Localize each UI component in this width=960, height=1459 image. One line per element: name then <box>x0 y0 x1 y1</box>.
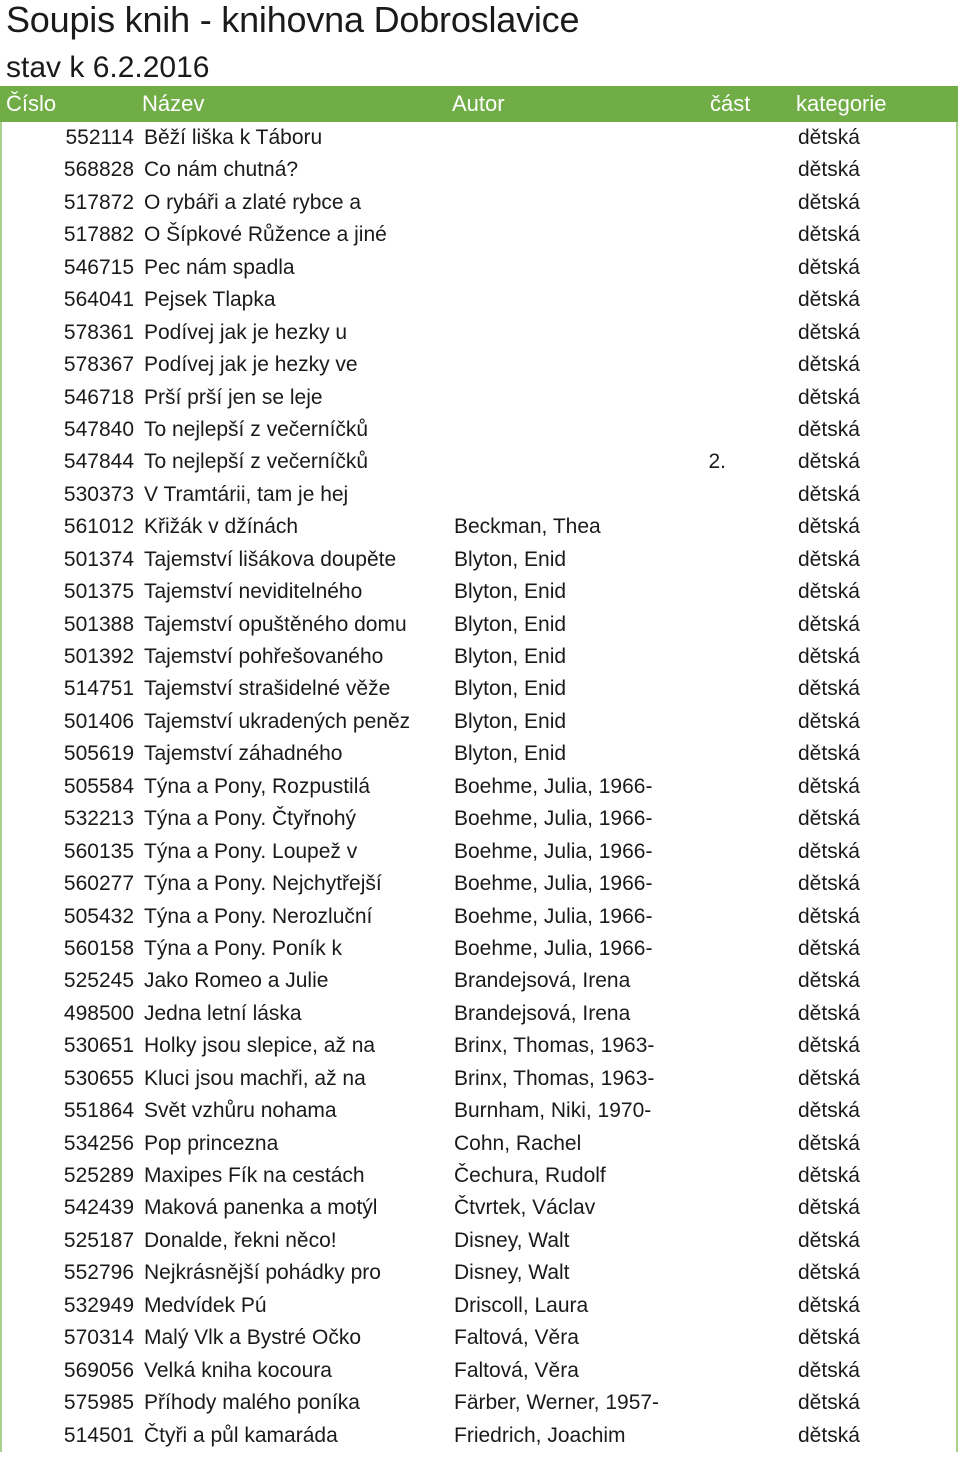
cell-name: Svět vzhůru nohama <box>144 1099 337 1123</box>
cell-id: 552114 <box>65 126 134 149</box>
cell-author: Boehme, Julia, 1966- <box>454 807 653 831</box>
cell-id: 525187 <box>63 1228 134 1252</box>
table-row <box>2 219 956 251</box>
cell-id: 525289 <box>63 1164 134 1187</box>
cell-author: Faltová, Věra <box>454 1326 579 1350</box>
cell-id: 570314 <box>63 1326 134 1350</box>
table-row <box>2 1387 956 1419</box>
table-row <box>2 544 956 576</box>
cell-category: dětská <box>798 320 860 344</box>
cell-author: Blyton, Enid <box>454 547 567 571</box>
cell-name: Malý Vlk a Bystré Očko <box>144 1326 362 1350</box>
cell-name: Tajemství ukradených peněz <box>144 709 411 733</box>
table-row <box>2 673 956 705</box>
cell-category: dětská <box>798 742 860 766</box>
cell-category: dětská <box>798 1261 860 1285</box>
cell-category: dětská <box>798 190 860 214</box>
cell-category: dětská <box>798 158 860 182</box>
table-row <box>2 446 956 478</box>
table-row <box>2 1128 956 1160</box>
cell-id: 564041 <box>63 288 134 312</box>
cell-category: dětská <box>798 450 860 474</box>
cell-id: 530373 <box>63 482 134 506</box>
cell-author: Brinx, Thomas, 1963- <box>454 1066 655 1090</box>
cell-id: 542439 <box>63 1196 134 1220</box>
cell-author: Driscoll, Laura <box>454 1293 589 1317</box>
cell-name: Týna a Pony. Nerozluční <box>144 904 373 928</box>
cell-category: dětská <box>798 1099 860 1123</box>
table-row <box>2 965 956 997</box>
cell-category: dětská <box>798 1423 860 1447</box>
cell-name: Běží liška k Táboru <box>144 126 323 149</box>
cell-name: Jako Romeo a Julie <box>144 969 329 993</box>
table-row <box>2 609 956 641</box>
book-table <box>0 86 958 1452</box>
table-row <box>2 901 956 933</box>
table-row <box>2 122 956 154</box>
cell-category: dětská <box>798 353 860 377</box>
cell-id: 561012 <box>63 515 134 539</box>
cell-author: Brandejsová, Irena <box>454 1001 631 1025</box>
cell-id: 530655 <box>63 1066 134 1090</box>
table-row <box>2 933 956 965</box>
cell-author: Faltová, Věra <box>454 1358 579 1382</box>
table-row <box>2 382 956 414</box>
cell-category: dětská <box>798 1131 860 1155</box>
table-row <box>2 771 956 803</box>
cell-name: O Šípkové Růžence a jiné <box>144 223 387 247</box>
cell-name: Maková panenka a motýl <box>144 1196 378 1220</box>
cell-name: Kluci jsou machři, až na <box>144 1066 366 1090</box>
cell-name: Týna a Pony. Poník k <box>144 936 343 960</box>
cell-id: 560277 <box>63 872 134 896</box>
cell-author: Beckman, Thea <box>454 515 601 539</box>
cell-id: 552796 <box>63 1261 134 1285</box>
cell-category: dětská <box>798 1228 860 1252</box>
cell-id: 501388 <box>63 612 134 636</box>
cell-author: Burnham, Niki, 1970- <box>454 1099 652 1123</box>
cell-category: dětská <box>798 1293 860 1317</box>
cell-id: 514501 <box>63 1423 134 1447</box>
cell-id: 534256 <box>63 1131 134 1155</box>
table-row <box>2 868 956 900</box>
cell-name: Čtyři a půl kamaráda <box>144 1423 338 1447</box>
table-row <box>2 414 956 446</box>
cell-category: dětská <box>798 288 860 312</box>
cell-category: dětská <box>798 255 860 279</box>
table-row <box>2 284 956 316</box>
table-row <box>2 317 956 349</box>
cell-author: Čtvrtek, Václav <box>454 1196 596 1220</box>
cell-author: Blyton, Enid <box>454 742 567 766</box>
table-row <box>2 1257 956 1289</box>
cell-name: Tajemství neviditelného <box>144 580 363 604</box>
cell-name: To nejlepší z večerníčků <box>144 450 369 474</box>
cell-category: dětská <box>798 1326 860 1350</box>
cell-category: dětská <box>798 1066 860 1090</box>
cell-category: dětská <box>798 709 860 733</box>
cell-category: dětská <box>798 1001 860 1025</box>
cell-name: V Tramtárii, tam je hej <box>144 482 349 506</box>
cell-name: Holky jsou slepice, až na <box>144 1034 376 1058</box>
cell-id: 505584 <box>63 774 134 798</box>
cell-name: Pop princezna <box>144 1131 279 1155</box>
table-row <box>2 803 956 835</box>
cell-name: O rybáři a zlaté rybce a <box>144 190 362 214</box>
cell-id: 547844 <box>63 450 134 474</box>
table-row <box>2 641 956 673</box>
cell-id: 568828 <box>63 158 134 182</box>
table-row <box>2 1192 956 1224</box>
cell-category: dětská <box>798 969 860 993</box>
cell-id: 560158 <box>63 936 134 960</box>
header-id: Číslo <box>6 91 57 116</box>
cell-category: dětská <box>798 547 860 571</box>
cell-name: Tajemství opuštěného domu <box>144 612 407 636</box>
header-part: část <box>710 91 751 116</box>
cell-name: Týna a Pony. Loupež v <box>144 839 358 863</box>
document-title: Soupis knih - knihovna Dobroslavice <box>6 0 580 40</box>
table-row <box>2 154 956 186</box>
cell-author: Blyton, Enid <box>454 580 567 604</box>
cell-name: Jedna letní láska <box>144 1001 302 1025</box>
cell-id: 517882 <box>63 223 134 247</box>
cell-author: Čechura, Rudolf <box>454 1164 606 1187</box>
table-row <box>2 1095 956 1127</box>
document-subtitle: stav k 6.2.2016 <box>6 51 210 84</box>
table-row <box>2 187 956 219</box>
table-row <box>2 511 956 543</box>
cell-category: dětská <box>798 1196 860 1220</box>
cell-id: 575985 <box>63 1391 134 1415</box>
cell-name: Týna a Pony. Nejchytřejší <box>144 872 382 896</box>
cell-id: 505432 <box>63 904 134 928</box>
cell-category: dětská <box>798 872 860 896</box>
cell-category: dětská <box>798 839 860 863</box>
table-row <box>2 479 956 511</box>
header-category: kategorie <box>796 91 887 116</box>
cell-category: dětská <box>798 1164 860 1187</box>
cell-author: Blyton, Enid <box>454 709 567 733</box>
table-row <box>2 738 956 770</box>
table-row <box>2 1322 956 1354</box>
cell-name: Tajemství záhadného <box>144 742 343 766</box>
cell-category: dětská <box>798 612 860 636</box>
cell-id: 501392 <box>63 645 134 668</box>
table-row <box>2 349 956 381</box>
cell-id: 530651 <box>63 1034 134 1058</box>
cell-author: Boehme, Julia, 1966- <box>454 936 653 960</box>
cell-category: dětská <box>798 807 860 831</box>
cell-category: dětská <box>798 1391 860 1415</box>
cell-author: Blyton, Enid <box>454 677 567 701</box>
cell-id: 514751 <box>63 677 134 701</box>
cell-category: dětská <box>798 1358 860 1382</box>
cell-author: Färber, Werner, 1957- <box>454 1391 660 1415</box>
table-header <box>0 86 958 122</box>
cell-author: Cohn, Rachel <box>454 1131 582 1155</box>
cell-author: Blyton, Enid <box>454 612 567 636</box>
cell-id: 532949 <box>63 1293 134 1317</box>
table-row <box>2 1225 956 1257</box>
cell-author: Friedrich, Joachim <box>454 1423 626 1447</box>
cell-name: Týna a Pony, Rozpustilá <box>144 774 371 798</box>
cell-author: Brinx, Thomas, 1963- <box>454 1034 655 1058</box>
cell-id: 551864 <box>63 1099 134 1123</box>
cell-id: 547840 <box>63 417 134 441</box>
cell-name: Příhody malého poníka <box>144 1391 360 1415</box>
cell-name: Velká kniha kocoura <box>144 1358 332 1382</box>
cell-id: 532213 <box>63 807 134 831</box>
cell-category: dětská <box>798 936 860 960</box>
cell-name: Maxipes Fík na cestách <box>144 1164 365 1187</box>
cell-category: dětská <box>798 645 860 668</box>
cell-name: Týna a Pony. Čtyřnohý <box>144 807 357 831</box>
header-name: Název <box>142 91 205 116</box>
cell-name: Tajemství pohřešovaného <box>144 645 384 668</box>
cell-name: Nejkrásnější pohádky pro <box>144 1261 381 1285</box>
cell-name: Tajemství lišákova doupěte <box>144 547 397 571</box>
cell-category: dětská <box>798 580 860 604</box>
cell-category: dětská <box>798 1034 860 1058</box>
cell-id: 560135 <box>63 839 134 863</box>
cell-category: dětská <box>798 126 860 149</box>
cell-category: dětská <box>798 904 860 928</box>
cell-category: dětská <box>798 515 860 539</box>
cell-name: Pec nám spadla <box>144 255 295 279</box>
cell-id: 501375 <box>63 580 134 604</box>
cell-id: 505619 <box>63 742 134 766</box>
table-row <box>2 836 956 868</box>
cell-id: 517872 <box>63 190 134 214</box>
cell-id: 546718 <box>63 385 134 409</box>
cell-author: Disney, Walt <box>454 1261 570 1285</box>
cell-name: Tajemství strašidelné věže <box>144 677 391 701</box>
cell-name: Donalde, řekni něco! <box>144 1228 337 1252</box>
cell-name: Podívej jak je hezky ve <box>144 353 358 377</box>
table-body <box>0 122 958 1452</box>
table-row <box>2 1030 956 1062</box>
cell-category: dětská <box>798 482 860 506</box>
cell-category: dětská <box>798 385 860 409</box>
cell-name: Co nám chutná? <box>144 158 299 182</box>
cell-name: Pejsek Tlapka <box>144 288 276 312</box>
table-row <box>2 998 956 1030</box>
cell-author: Boehme, Julia, 1966- <box>454 904 653 928</box>
table-row <box>2 706 956 738</box>
cell-name: Podívej jak je hezky u <box>144 320 348 344</box>
cell-id: 501374 <box>63 547 134 571</box>
table-row <box>2 1063 956 1095</box>
cell-author: Disney, Walt <box>454 1228 570 1252</box>
cell-name: To nejlepší z večerníčků <box>144 417 369 441</box>
cell-author: Boehme, Julia, 1966- <box>454 839 653 863</box>
cell-author: Brandejsová, Irena <box>454 969 631 993</box>
cell-category: dětská <box>798 774 860 798</box>
cell-id: 578361 <box>63 320 134 344</box>
cell-category: dětská <box>798 677 860 701</box>
cell-id: 546715 <box>63 255 134 279</box>
cell-id: 569056 <box>63 1358 134 1382</box>
cell-author: Blyton, Enid <box>454 645 567 668</box>
cell-author: Boehme, Julia, 1966- <box>454 872 653 896</box>
cell-id: 578367 <box>63 353 134 377</box>
table-row <box>2 1420 956 1452</box>
cell-id: 501406 <box>63 709 134 733</box>
cell-author: Boehme, Julia, 1966- <box>454 774 653 798</box>
cell-id: 498500 <box>63 1001 134 1025</box>
table-row <box>2 576 956 608</box>
header-author: Autor <box>452 91 505 116</box>
cell-name: Křižák v džínách <box>144 515 299 539</box>
cell-id: 525245 <box>63 969 134 993</box>
table-row <box>2 1160 956 1192</box>
cell-category: dětská <box>798 417 860 441</box>
cell-name: Medvídek Pú <box>144 1293 267 1317</box>
table-row <box>2 1355 956 1387</box>
table-row <box>2 252 956 284</box>
cell-category: dětská <box>798 223 860 247</box>
cell-name: Prší prší jen se leje <box>144 385 323 409</box>
table-row <box>2 1290 956 1322</box>
cell-part: 2. <box>708 450 726 474</box>
